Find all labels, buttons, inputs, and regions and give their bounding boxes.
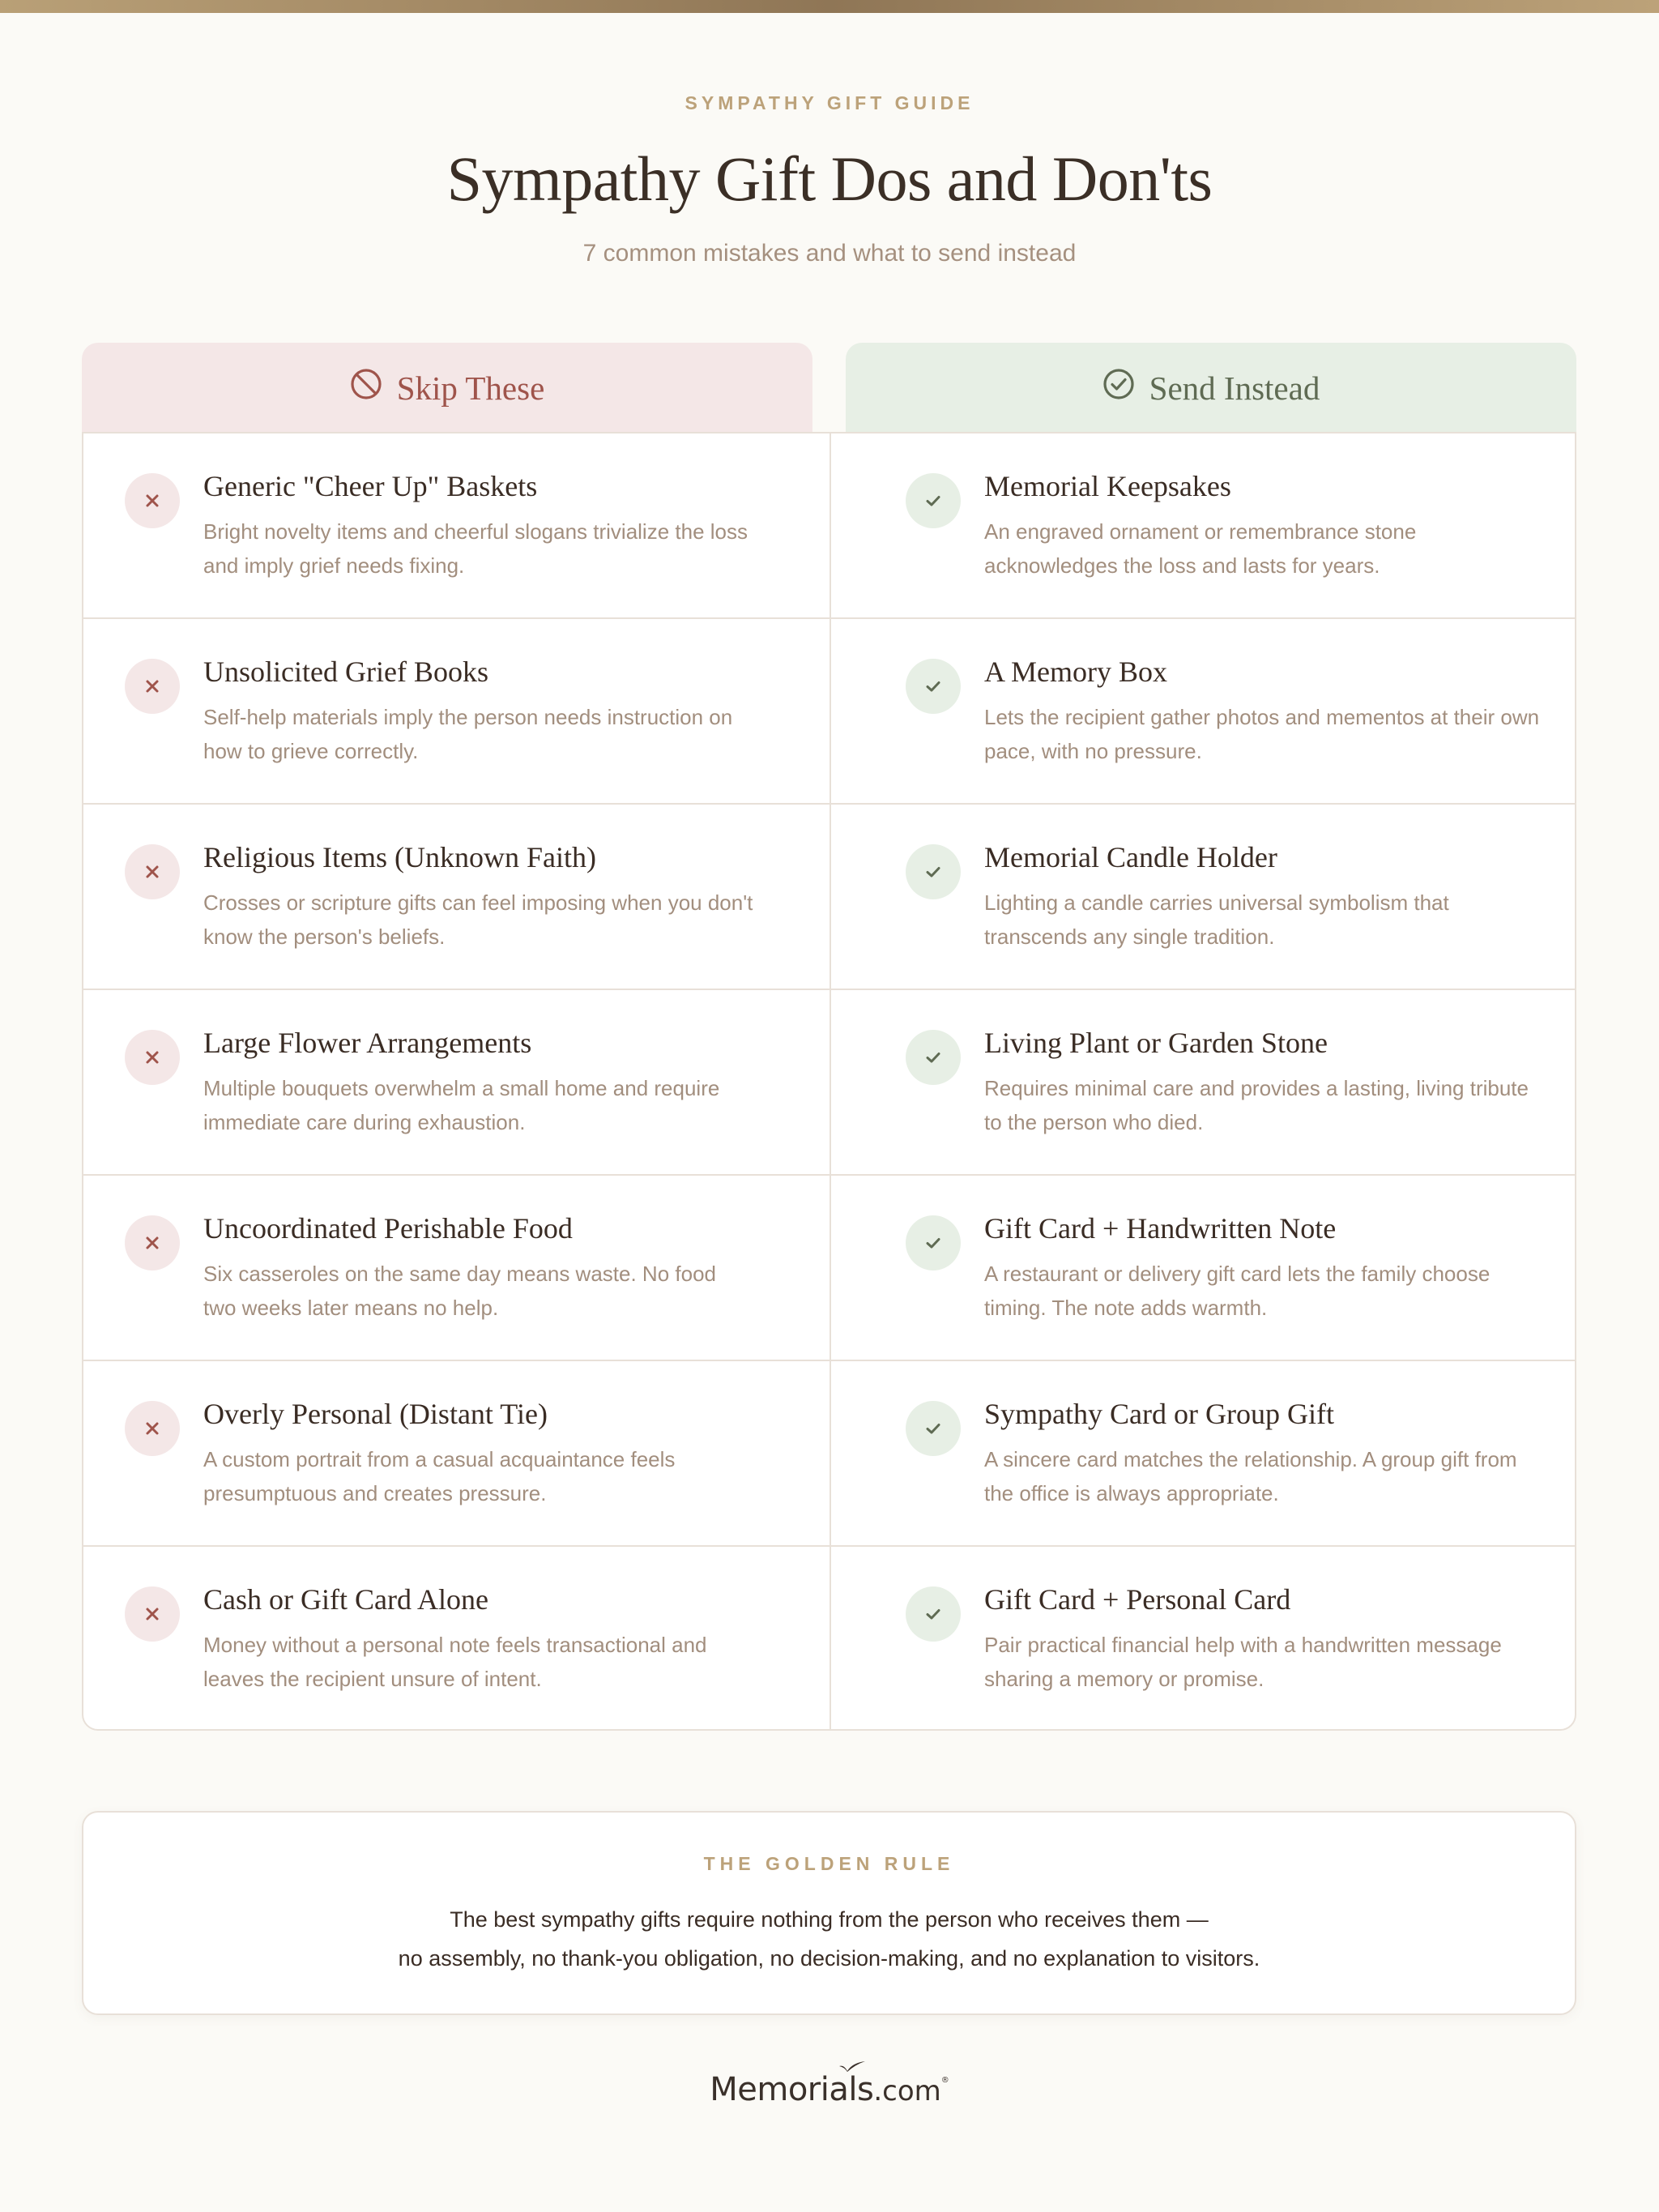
check-icon — [906, 1030, 961, 1085]
send-item-title: Gift Card + Personal Card — [984, 1583, 1291, 1616]
memorials-logo[interactable] — [0, 2071, 1659, 2108]
table-row — [83, 805, 1575, 990]
skip-item — [83, 805, 830, 989]
check-icon — [906, 1401, 961, 1456]
skip-item-desc: Bright novelty items and cheerful slogans trivialize the loss and imply grief needs fixing. — [203, 519, 748, 578]
send-item-desc: Pair practical financial help with a handwritten message sharing a memory or promise. — [984, 1633, 1502, 1691]
skip-item — [83, 433, 830, 617]
send-item-title: Sympathy Card or Group Gift — [984, 1398, 1334, 1430]
skip-item-title: Large Flower Arrangements — [203, 1027, 532, 1059]
send-item — [831, 1361, 1576, 1545]
golden-rule-line-1: The best sympathy gifts require nothing from the person who receives them — — [450, 1907, 1209, 1932]
table-row — [83, 619, 1575, 805]
send-item-desc: An engraved ornament or remembrance stone acknowledges the loss and lasts for years. — [984, 519, 1417, 578]
skip-item — [83, 619, 830, 803]
x-icon — [125, 1586, 180, 1642]
golden-rule-box — [82, 1811, 1576, 2015]
skip-column-label: Skip These — [396, 369, 545, 407]
table-row — [83, 1176, 1575, 1361]
logo-tld: .com — [873, 2075, 941, 2107]
skip-item-title: Overly Personal (Distant Tie) — [203, 1398, 548, 1430]
send-column-header — [846, 343, 1576, 433]
skip-item — [83, 990, 830, 1174]
skip-item — [83, 1361, 830, 1545]
table-row — [83, 433, 1575, 619]
skip-item-desc: Multiple bouquets overwhelm a small home and require immediate care during exhaustion. — [203, 1076, 720, 1134]
skip-item-desc: Six casseroles on the same day means waste. No food two weeks later means no help. — [203, 1262, 716, 1320]
eyebrow-label: SYMPATHY GIFT GUIDE — [684, 92, 975, 113]
check-icon — [906, 844, 961, 899]
send-item-title: Gift Card + Handwritten Note — [984, 1212, 1337, 1245]
bird-icon — [838, 2060, 867, 2073]
send-item-desc: A sincere card matches the relationship. A group gift from the office is always appropriate. — [984, 1447, 1517, 1505]
page-title: Sympathy Gift Dos and Don'ts — [446, 143, 1213, 214]
send-item — [831, 619, 1576, 803]
send-item-title: Memorial Candle Holder — [984, 841, 1277, 873]
skip-item-title: Cash or Gift Card Alone — [203, 1583, 488, 1616]
x-icon — [125, 473, 180, 528]
dos-donts-table — [82, 432, 1576, 1731]
send-item — [831, 433, 1576, 617]
golden-rule-text — [83, 1900, 1575, 1978]
check-icon — [906, 473, 961, 528]
check-icon — [906, 659, 961, 714]
send-item — [831, 1176, 1576, 1360]
skip-item — [83, 1547, 830, 1731]
x-icon — [125, 844, 180, 899]
send-item-title: Living Plant or Garden Stone — [984, 1027, 1328, 1059]
golden-rule-line-2: no assembly, no thank-you obligation, no decision-making, and no explanation to visitors. — [398, 1946, 1260, 1971]
skip-item-desc: Self-help materials imply the person needs instruction on how to grieve correctly. — [203, 705, 733, 763]
check-icon — [906, 1586, 961, 1642]
send-item — [831, 805, 1576, 989]
send-item — [831, 1547, 1576, 1731]
prohibited-icon — [350, 368, 382, 408]
skip-item-title: Uncoordinated Perishable Food — [203, 1212, 573, 1245]
send-item-desc: Lighting a candle carries universal symbolism that transcends any single tradition. — [984, 890, 1449, 949]
skip-item-desc: Crosses or scripture gifts can feel imposing when you don't know the person's beliefs. — [203, 890, 753, 949]
x-icon — [125, 1215, 180, 1270]
logo-brand: Memorials — [710, 2071, 873, 2108]
check-icon — [906, 1215, 961, 1270]
x-icon — [125, 659, 180, 714]
page-subtitle: 7 common mistakes and what to send instead — [582, 240, 1077, 267]
send-item-title: Memorial Keepsakes — [984, 470, 1231, 502]
skip-item-title: Religious Items (Unknown Faith) — [203, 841, 596, 873]
send-item-desc: A restaurant or delivery gift card lets the family choose timing. The note adds warmth. — [984, 1262, 1491, 1320]
skip-item — [83, 1176, 830, 1360]
skip-item-title: Unsolicited Grief Books — [203, 655, 488, 688]
check-circle-icon — [1102, 368, 1135, 408]
send-column-label: Send Instead — [1149, 369, 1320, 407]
x-icon — [125, 1401, 180, 1456]
skip-item-desc: A custom portrait from a casual acquaintance feels presumptuous and creates pressure. — [203, 1447, 676, 1505]
skip-item-desc: Money without a personal note feels transactional and leaves the recipient unsure of intent. — [203, 1633, 707, 1691]
send-item-desc: Lets the recipient gather photos and mementos at their own pace, with no pressure. — [984, 705, 1540, 763]
top-accent-bar — [0, 0, 1659, 13]
skip-item-title: Generic "Cheer Up" Baskets — [203, 470, 538, 502]
send-item-title: A Memory Box — [984, 655, 1168, 688]
x-icon — [125, 1030, 180, 1085]
send-item-desc: Requires minimal care and provides a lasting, living tribute to the person who died. — [984, 1076, 1529, 1134]
table-row — [83, 1547, 1575, 1731]
golden-rule-label: THE GOLDEN RULE — [703, 1853, 955, 1874]
skip-column-header — [82, 343, 812, 433]
table-row — [83, 990, 1575, 1176]
table-row — [83, 1361, 1575, 1547]
send-item — [831, 990, 1576, 1174]
registered-mark: ® — [940, 2076, 949, 2085]
